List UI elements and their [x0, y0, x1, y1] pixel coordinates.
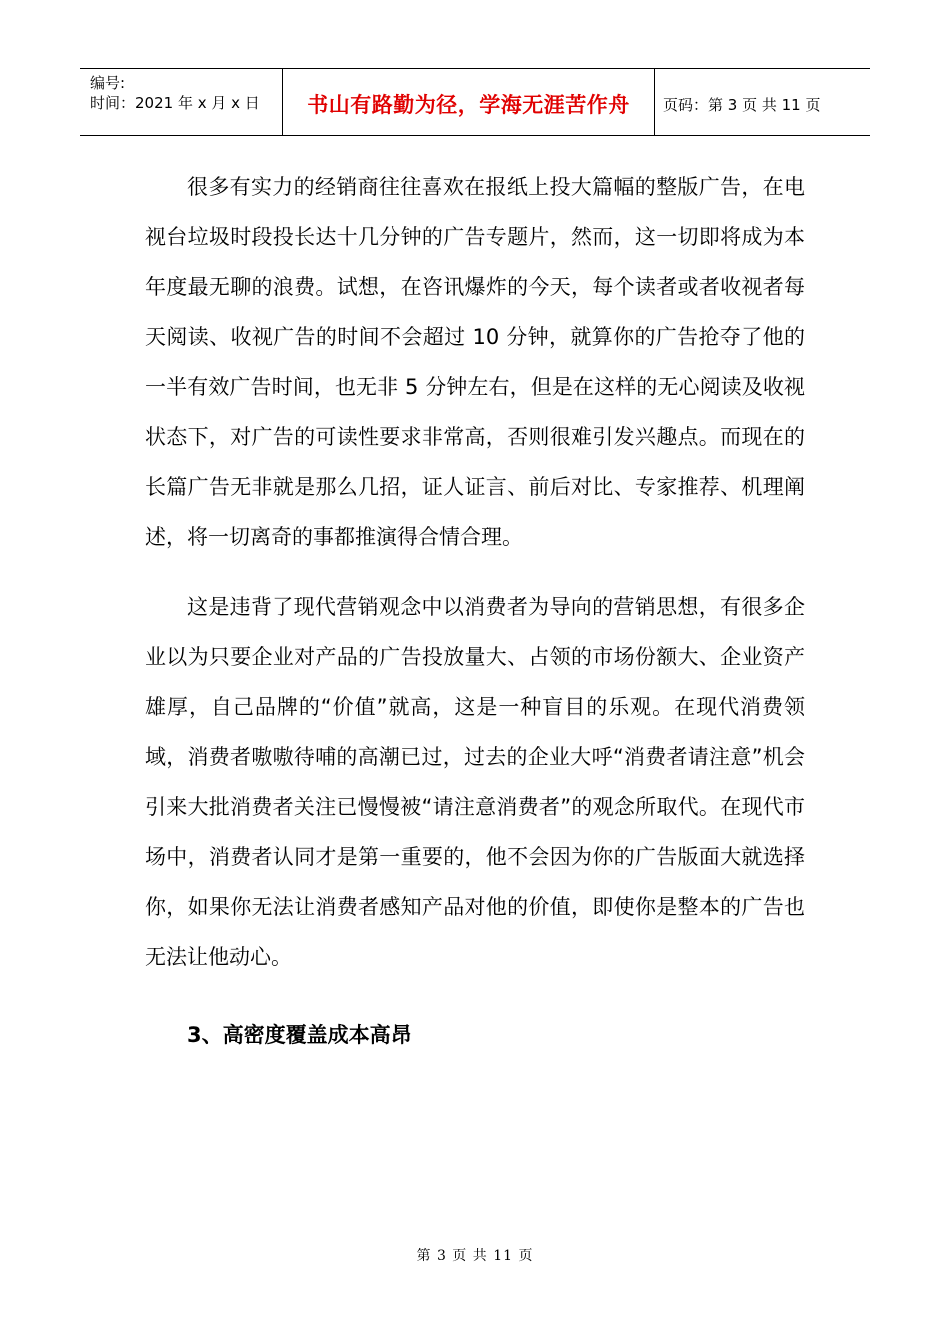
body-paragraph: 这是违背了现代营销观念中以消费者为导向的营销思想，有很多企业以为只要企业对产品的广告投放量大、占领的市场份额大、企业资产雄厚，自己品牌的“价值”就高，这是一种盲目的乐观。在现代消费领域，消费者嗷嗷待哺的高潮已过，过去的企业大呼“消费者请注意”机会引来大批消费者关注已慢慢被“请注意消费者”的观念所取代。在现代市场中，消费者认同才是第一重要的，他不会因为你的广告版面大就选择你，如果你无法让消费者感知产品对他的价值，即使你是整本的广告也无法让他动心。	[145, 595, 805, 969]
footer-page-number: 第 3 页 共 11 页	[416, 1248, 534, 1264]
page-header	[80, 68, 870, 136]
header-motto-cell	[283, 69, 655, 135]
document-number-label: 编号:	[90, 74, 126, 92]
page-footer	[0, 1245, 950, 1265]
document-body	[145, 162, 805, 1060]
header-page-cell	[655, 69, 870, 135]
section-heading: 3、高密度覆盖成本高昂	[187, 1023, 412, 1047]
header-meta-cell	[80, 69, 283, 135]
document-date-label: 时间：2021 年 x 月 x 日	[90, 94, 260, 112]
body-paragraph: 很多有实力的经销商往往喜欢在报纸上投大篇幅的整版广告，在电视台垃圾时段投长达十几分钟的广告专题片，然而，这一切即将成为本年度最无聊的浪费。试想，在咨讯爆炸的今天，每个读者或者收视者每天阅读、收视广告的时间不会超过 10 分钟，就算你的广告抢夺了他的一半有效广告时间，也无非 5 分钟左右，但是在这样的无心阅读及收视状态下，对广告的可读性要求非常高，否则很难引发兴趣点。而现在的长篇广告无非就是那么几招，证人证言、前后对比、专家推荐、机理阐述，将一切离奇的事都推演得合情合理。	[145, 175, 805, 549]
header-page-info: 页码：第 3 页 共 11 页	[663, 95, 821, 114]
header-motto: 书山有路勤为径，学海无涯苦作舟	[307, 93, 630, 117]
